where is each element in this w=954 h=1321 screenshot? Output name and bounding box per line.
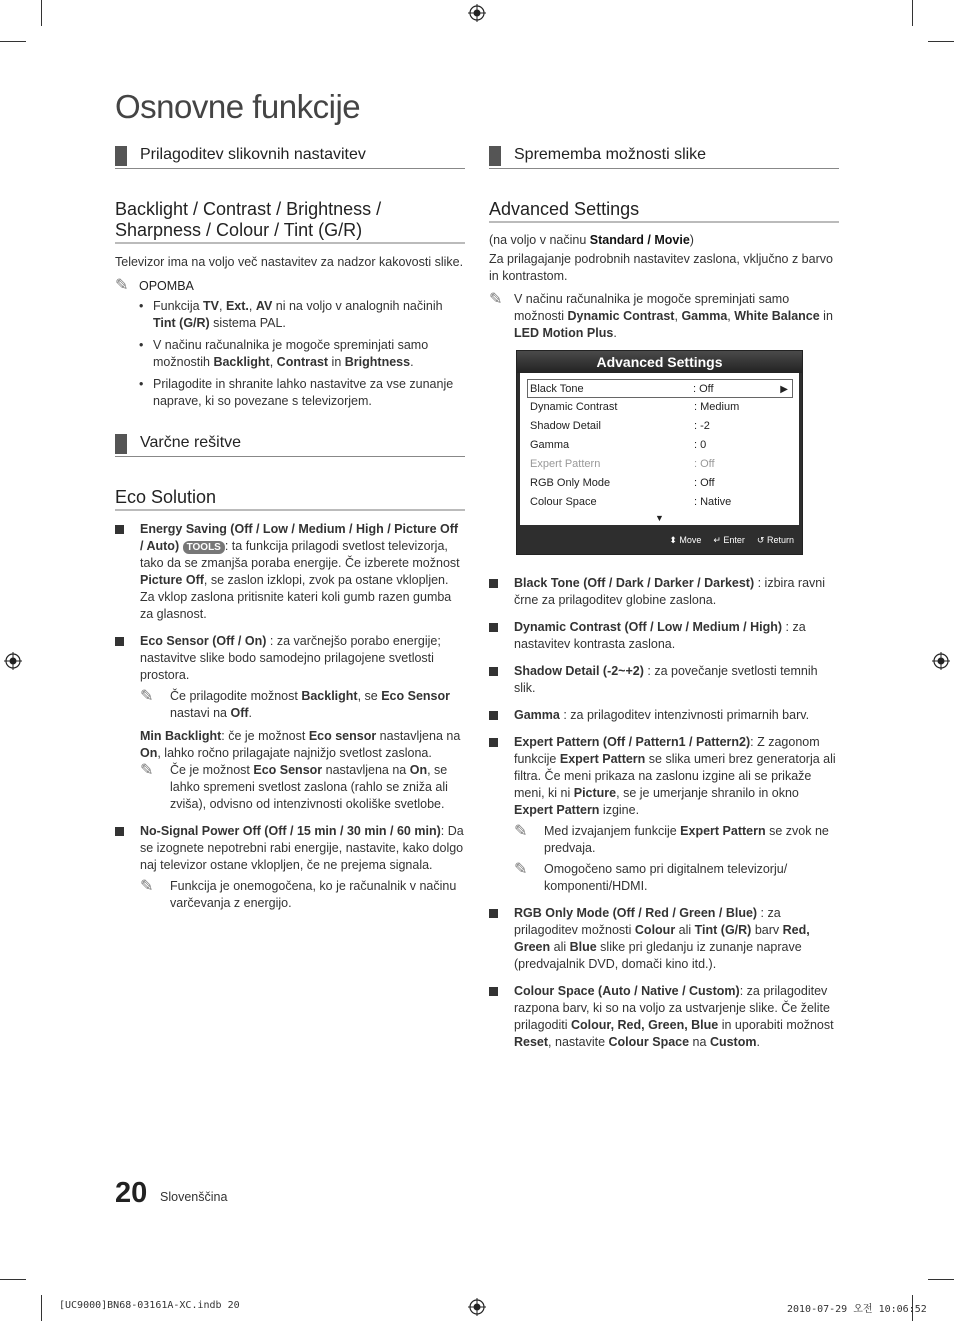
crop-mark [928,41,954,42]
section-header [489,140,839,169]
crop-mark [928,1279,954,1280]
bullet-square-icon [115,525,124,534]
pencil-icon: ✎ [140,878,154,895]
menu-item-dynamic-contrast[interactable]: Dynamic Contrast : Medium [530,401,740,413]
note-list [115,298,465,410]
return-icon: ↺ [756,535,765,545]
list-item: Black Tone (Off / Dark / Darker / Darkest) : izbira ravni črne za prilagoditev globine zaslona. [489,575,839,609]
menu-panel [520,373,799,525]
intro-text: (na voljo v načinu Standard / Movie) [489,233,694,247]
list-item: Dynamic Contrast (Off / Low / Medium / High) : za nastavitev kontrasta zaslona. [489,619,839,653]
registration-mark-icon [932,652,950,670]
list-item: • Funkcija TV, Ext., AV ni na voljo v analognih načinih Tint (G/R) sistema PAL. [139,298,465,332]
print-footer-right: 2010-07-29 오전 10:06:52 [787,1304,927,1315]
section-bar [489,146,501,166]
menu-item-gamma[interactable]: Gamma : 0 [530,439,707,451]
crop-mark [41,0,42,26]
section-title: Varčne rešitve [140,434,242,451]
subsection-heading: Backlight / Contrast / Brightness / Sharpness / Colour / Tint (G/R) [115,199,465,244]
tools-icon: TOOLS [183,541,225,554]
note-header: ✎ OPOMBA [115,277,194,294]
crop-mark [0,1279,26,1280]
registration-mark-icon [4,652,22,670]
menu-footer [669,535,794,546]
bullet-square-icon [489,738,498,747]
bullet-square-icon [489,711,498,720]
pencil-icon: ✎ [514,861,528,878]
bullet-square-icon [489,579,498,588]
menu-item-expert-pattern: Expert Pattern : Off [530,458,715,470]
sub-note: ✎ Funkcija je onemogočena, ko je računalnik v načinu varčevanja z energijo. [140,878,457,910]
left-column [115,140,465,922]
pencil-icon: ✎ [115,277,129,294]
list-item: No-Signal Power Off (Off / 15 min / 30 min / 60 min): Da se izognete nepotrebni rabi energije, nastavite, kako dolgo naj televizor ostane vklopljen, če ne prejema signala. ✎ Funkcija je onemogočena, ko je računalnik v načinu varčevanja z energijo. [115,823,465,912]
right-column [489,140,839,1061]
list-item: Expert Pattern (Off / Pattern1 / Pattern2): Z zagonom funkcije Expert Pattern se slika umeri brez generatorja ali filtra. Če meni prikaza na zaslonu izgine ali se prikaže meni, ki ni Picture, se je umerjanje shranilo in okno Expert Pattern izgine. ✎ Med izvajanjem funkcije Expert Pattern se zvok ne predvaja. ✎ Omogočeno samo pri digitalnem televizorju/ komponenti/HDMI. [489,734,839,895]
arrow-right-icon: ▶ [780,384,788,395]
page-title: Osnovne funkcije [115,88,361,125]
menu-item-shadow-detail[interactable]: Shadow Detail : -2 [530,420,710,432]
section-header [115,140,465,169]
section-bar [115,434,127,454]
bullet-square-icon [489,623,498,632]
enter-hint: ↵ Enter [713,535,745,545]
language-label: Slovenščina [160,1190,228,1204]
menu-item-black-tone[interactable]: Black Tone : Off ▶ [527,379,793,398]
registration-mark-icon [468,1298,486,1316]
list-item: Energy Saving (Off / Low / Medium / High / Picture Off / Auto) TOOLS : ta funkcija prilagodi svetlost televizorja, tako da se zmanjša poraba energije. Če izberete možnost Picture Off, se zaslon izklopi, zvok pa ostane vklopljen. Za vklop zaslona pritisnite kateri koli gumb razen gumba za glasnost. [115,521,465,623]
move-hint: ⬍ Move [669,535,702,545]
registration-mark-icon [468,4,486,22]
subsection-heading: Eco Solution [115,487,465,511]
menu-item-rgb-only-mode[interactable]: RGB Only Mode : Off [530,477,715,489]
list-item: Colour Space (Auto / Native / Custom): za prilagoditev razpona barv, ki so na voljo za ustvarjenje slike. Če želite prilagoditi Colour, Red, Green, Blue in uporabiti možnost Reset, nastavite Colour Space na Custom. [489,983,839,1051]
sub-note: ✎ Če je možnost Eco Sensor nastavljena na On, se lahko spremeni svetlost zaslona (rahlo se zniža ali zviša), odvisno od intenzivnosti okoliške svetlobe. [140,762,448,811]
menu-item-colour-space[interactable]: Colour Space : Native [530,496,732,508]
sub-note: ✎ Med izvajanjem funkcije Expert Pattern se zvok ne predvaja. [514,823,829,855]
list-item: • Prilagodite in shranite lahko nastavitve za vse zunanje naprave, ki so povezane s televizorjem. [139,376,465,410]
subsection-heading: Advanced Settings [489,199,839,223]
bullet-square-icon [489,987,498,996]
page-number: 20 [115,1177,148,1209]
note: ✎ V načinu računalnika je mogoče spreminjati samo možnosti Dynamic Contrast, Gamma, White Balance in LED Motion Plus. [489,291,833,340]
paragraph: Min Backlight: če je možnost Eco sensor nastavljena na On, lahko ročno prilagajate najnižjo svetlost zaslona. [140,729,461,760]
section-header [115,428,465,457]
move-icon: ⬍ [669,535,677,545]
list-item: RGB Only Mode (Off / Red / Green / Blue) : za prilagoditev možnosti Colour ali Tint (G/R) barv Red, Green ali Blue slike pri gledanju iz zunanje naprave (predvajalnik DVD, domači kino itd.). [489,905,839,973]
advanced-settings-menu [516,350,803,555]
sub-note: ✎ Omogočeno samo pri digitalnem televizorju/ komponenti/HDMI. [514,861,788,893]
bullet-square-icon [489,909,498,918]
crop-mark [912,0,913,26]
enter-icon: ↵ [713,535,721,545]
list-item: Eco Sensor (Off / On) : za varčnejšo porabo energije; nastavitve slike bodo samodejno prilagojene svetlosti prostora. ✎ Če prilagodite možnost Backlight, se Eco Sensor nastavi na Off. Min Backlight: če je možnost Eco sensor nastavljena na On, lahko ročno prilagajate najnižjo svetlost zaslona. ✎ Če je možnost Eco Sensor nastavljena na On, se lahko spremeni svetlost zaslona (rahlo se zniža ali zviša), odvisno od intenzivnosti okoliške svetlobe. [115,633,465,813]
list-item: • V načinu računalnika je mogoče spreminjati samo možnostih Backlight, Contrast in Brightness. [139,337,465,371]
pencil-icon: ✎ [140,688,154,705]
list-item: Gamma : za prilagoditev intenzivnosti primarnih barv. [489,707,839,724]
intro-text: Za prilagajanje podrobnih nastavitev zaslona, vključno z barvo in kontrastom. [489,252,833,283]
section-bar [115,146,127,166]
pencil-icon: ✎ [514,823,528,840]
return-hint: ↺ Return [756,535,794,545]
intro-text: Televizor ima na voljo več nastavitev za nadzor kakovosti slike. [115,255,464,269]
bullet-square-icon [489,667,498,676]
sub-note: ✎ Če prilagodite možnost Backlight, se Eco Sensor nastavi na Off. [140,688,450,720]
crop-mark [41,1295,42,1321]
scroll-down-icon[interactable]: ▼ [655,513,664,523]
section-title: Sprememba možnosti slike [514,146,707,163]
section-title: Prilagoditev slikovnih nastavitev [140,146,366,163]
bullet-square-icon [115,827,124,836]
list-item: Shadow Detail (-2~+2) : za povečanje svetlosti temnih slik. [489,663,839,697]
menu-title: Advanced Settings [517,351,802,373]
print-footer-left: [UC9000]BN68-03161A-XC.indb 20 [59,1300,240,1311]
pencil-icon: ✎ [140,762,154,779]
pencil-icon: ✎ [489,291,503,308]
bullet-square-icon [115,637,124,646]
crop-mark [0,41,26,42]
